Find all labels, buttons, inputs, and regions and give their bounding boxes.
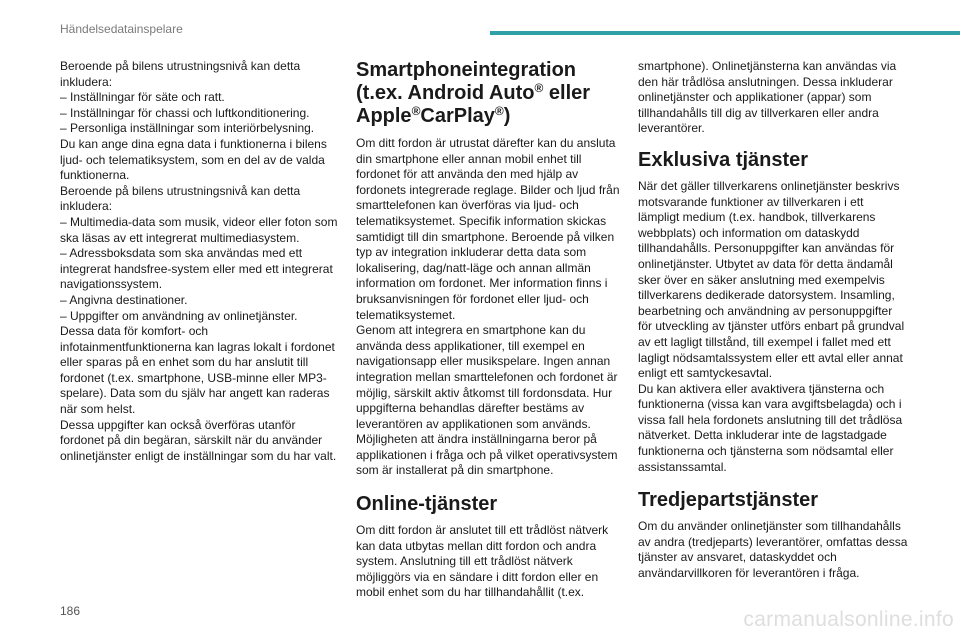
paragraph: Om ditt fordon är utrustat därefter kan du ansluta din smartphone eller annan mobil enhet till fordonet för att använda den med hjälp av fordonets integrerade reglage. Bilder och ljud från smarttelefonen kan överföras via ljud- och telematiksystemet. Specifik information skickas samtidigt till din smartphone. Beroende på vilken typ av integration inkluderar detta data som lokalisering, dag/natt-läge och annan allmän information om fordonet. Mer information finns i bruksanvisningen för fordonet eller ljud- och telematiksystemet. [356,136,620,322]
text-line: – Inställningar för säte och ratt. [60,90,225,105]
text-line: – Adressboksdata som ska användas med ett integrerat handsfree-system eller med ett integrerat navigationssystem. [60,246,333,292]
text-line: – Angivna destinationer. [60,292,188,307]
registered-mark: ® [494,104,504,118]
registered-mark: ® [411,104,421,118]
paragraph: När det gäller tillverkarens onlinetjänster beskrivs motsvarande funktioner av tillverkaren i ett lämpligt medium (t.ex. handbok, tillverkarens webbplats) och information om dataskydd tillhandahålls. Personuppgifter kan användas för onlinetjänster. Utbytet av data för detta ändamål sker över en säker anslutning med exempelvis tillverkarens dedikerade datorsystem. Insamling, bearbetning och användning av personuppgifter för utveckling av tjänster utförs enbart på grundval av ett lagligt tillstånd, till exempel i fallet med ett lagligt nödsamtalssystem eller ett avtal eller annat enligt ett samtyckesavtal. [638,178,905,381]
text-line: Du kan ange dina egna data i funktionerna i bilens ljud- och telematiksystem, som en del av de valda funktionerna. [60,136,327,183]
heading-online-services: Online-tjänster [356,493,498,516]
header-accent-bar [490,31,960,35]
watermark: carmanualsonline.info [743,608,954,631]
column-right [638,59,908,582]
registered-mark: ® [534,81,544,95]
heading-text: ) [503,105,511,127]
heading-text: Smartphoneintegration (t.ex. Android Auto [356,59,577,104]
heading-third-party-services: Tredjepartstjänster [638,489,819,512]
text-line: Dessa data för komfort- och infotainmentfunktionerna kan lagras lokalt i fordonet eller sparas på en enhet som du har anslutit till fordonet (t.ex. smartphone, USB-minne eller MP3-spelare). Data som du själv har angett kan raderas när som helst. [60,324,335,417]
text-line: – Inställningar för chassi och luftkonditionering. [60,105,310,120]
paragraph: Genom att integrera en smartphone kan du använda dess applikationer, till exempel en navigationsapp eller musikspelare. Ingen annan integration mellan smarttelefonen och fordonet är möjlig, särskilt aktiv åtkomst till fordonsdata. Hur uppgifterna behandlas därefter bestäms av leverantören av applikationen som används. Möjligheten att ändra inställningarna beror på applikationen i fråga och på vilket operativsystem som är installerat på din smartphone. [356,323,618,478]
text-line: – Uppgifter om användning av onlinetjänster. [60,308,298,323]
heading-text: CarPlay [420,105,495,127]
heading-exclusive-services: Exklusiva tjänster [638,148,809,171]
column-left [60,59,338,464]
text-line: Dessa uppgifter kan också överföras utanför fordonet på din begäran, särskilt när du använder onlinetjänster enligt de inställningar som du har valt. [60,417,337,463]
column-middle [356,59,624,601]
text-line: – Multimedia-data som musik, videor eller foton som ska läsas av ett integrerat multimediasystem. [60,214,338,245]
paragraph: Om ditt fordon är anslutet till ett trådlöst nätverk kan data utbytas mellan ditt fordon och andra system. Anslutning till ett trådlöst nätverk möjliggörs via en sändare i ditt fordon eller en mobil enhet som du har tillhandahållit (t.ex. [356,523,609,600]
text-line: Beroende på bilens utrustningsnivå kan detta inkludera: [60,183,301,214]
paragraph: smartphone). Onlinetjänsterna kan användas via den här trådlösa anslutningen. Dessa inkluderar onlinetjänster och applikationer (appar) som tillhandahålls till dig av tillverkaren eller andra leverantörer. [638,59,897,136]
heading-smartphone-integration [356,59,624,128]
paragraph: Du kan aktivera eller avaktivera tjänsterna och funktionerna (vissa kan vara avgiftsbelagda) och i vissa fall hela fordonets anslutning till det trådlösa nätverket. Detta inkluderar inte de lagstadgade funktionerna och tjänsterna som nödsamtal eller assistanssamtal. [638,381,903,474]
text-line: – Personliga inställningar som interiörbelysning. [60,121,315,136]
heading-text: eller Apple [356,82,591,127]
page-number: 186 [60,604,81,618]
text-line: Beroende på bilens utrustningsnivå kan detta inkludera: [60,59,301,89]
paragraph: Om du använder onlinetjänster som tillhandahålls av andra (tredjeparts) leverantörer, omfattas dessa tjänster av ansvaret, dataskyddet och användarvillkoren för leverantören i fråga. [638,519,908,581]
header-title: Händelsedatainspelare [60,22,183,36]
